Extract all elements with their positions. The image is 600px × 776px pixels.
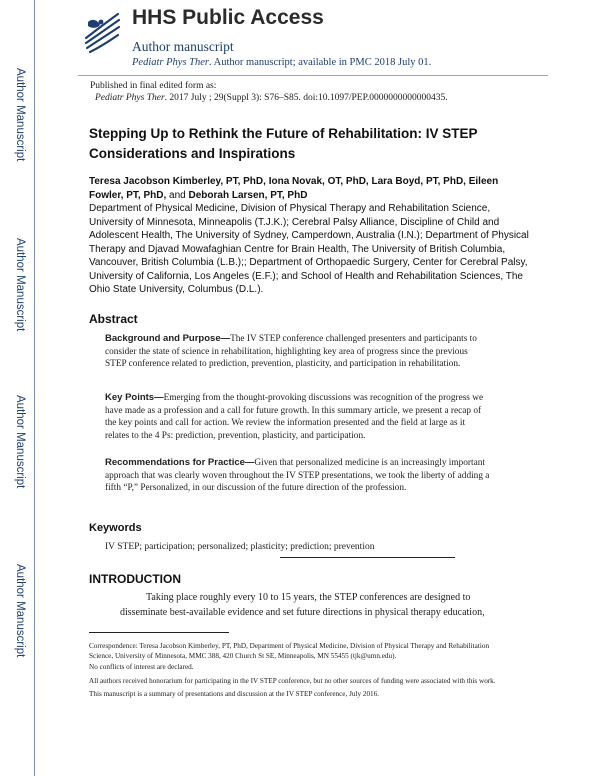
authors-line2: Fowler, PT, PhD,	[89, 189, 167, 201]
sidebar-label-author-manuscript: Author Manuscript	[14, 395, 26, 489]
abstract-background-text: The IV STEP conference challenged presenters and participants to consider the state of science in rehabilitation, highlighting key area of progress since the previous STEP conference related to prediction, prevention, plasticity, and participation in rehabilitation.	[105, 334, 477, 369]
author-manuscript-label: Author manuscript	[132, 39, 234, 54]
left-margin-sidebar	[0, 0, 54, 776]
sidebar-label-author-manuscript: Author Manuscript	[14, 238, 26, 332]
keywords-rule	[280, 557, 455, 558]
conflicts-note: No conflicts of interest are declared.	[89, 663, 194, 671]
header-rule	[78, 75, 548, 76]
abstract-background: Background and Purpose—The IV STEP conference challenged presenters and participants to consider the state of science in rehabilitation, highlighting key area of progress since the previous STEP conference related to prediction, prevention, plasticity, and participation in rehabilitation.	[105, 333, 477, 369]
citation-journal: Pediatr Phys Ther	[95, 93, 165, 103]
citation-details: . 2017 July ; 29(Suppl 3): S76–S85. doi:10.1097/PEP.0000000000000435.	[164, 93, 448, 103]
abstract-recommendations-text: Given that personalized medicine is an increasingly important approach that was clearly woven throughout the IV STEP presentations, we took the liberty of adding a fifth “P,” Personalized, in our discussion of the future direction of the profession.	[105, 458, 490, 493]
article-title: Stepping Up to Rethink the Future of Rehabilitation: IV STEP Considerations and Inspirations	[89, 126, 478, 161]
journal-name: Pediatr Phys Ther	[132, 57, 209, 68]
journal-availability	[132, 57, 431, 68]
affiliations: Department of Physical Medicine, Division of Physical Therapy and Rehabilitation Science, University of Minnesota, Minneapolis (T.J.K.); Cerebral Palsy Alliance, Discipline of Child and Adolescent Health, The University of Sydney, Camperdown, Australia (I.N.); Department of Physical Therapy and Djavad Mowafaghian Centre for Brain Health, The University of British Columbia, Vancouver, British Columbia (L.B.);; Department of Orthopaedic Surgery, Center for Cerebral Palsy, University of California, Los Angeles (E.F.); and School of Health and Rehabilitation Sciences, The Ohio State University, Columbus (D.L.).	[89, 203, 529, 295]
abstract-recommendations-label: Recommendations for Practice	[105, 457, 245, 468]
authors-last: Deborah Larsen, PT, PhD	[188, 189, 308, 201]
authors-and: and	[166, 189, 189, 201]
keywords-list: IV STEP; participation; personalized; plasticity; prediction; prevention	[105, 542, 375, 552]
published-label: Published in final edited form as:	[90, 81, 217, 91]
sidebar-divider	[34, 0, 35, 776]
abstract-key-points-text: Emerging from the thought-provoking discussions was recognition of the progress we have made as a profession and a call for future growth. In this summary article, we present a recap of the key points and call for action. We review the information presented and the field at large as it relates to the 4 Ps: prediction, prevention, plasticity, and participation.	[105, 393, 484, 441]
authors-line1: Teresa Jacobson Kimberley, PT, PhD, Iona Novak, OT, PhD, Lara Boyd, PT, PhD, Eileen	[89, 176, 499, 187]
author-names	[89, 175, 534, 202]
abstract-key-points-label: Key Points	[105, 392, 155, 403]
honorarium-note: All authors received honorarium for participating in the IV STEP conference, but no other sources of funding were associated with this work.	[89, 676, 496, 685]
introduction-heading: INTRODUCTION	[89, 572, 181, 586]
hhs-title: HHS Public Access	[132, 6, 324, 29]
hhs-eagle-logo-icon	[78, 8, 124, 56]
abstract-heading: Abstract	[89, 312, 138, 326]
footnotes	[89, 642, 509, 702]
abstract-key-points: Key Points—Emerging from the thought-provoking discussions was recognition of the progress we have made as a profession and a call for future growth. In this summary article, we present a recap of the key points and call for action. We review the information presented and the field at large as it relates to the 4 Ps: prediction, prevention, plasticity, and participation.	[105, 392, 484, 441]
abstract-recommendations: Recommendations for Practice—Given that personalized medicine is an increasingly important approach that was clearly woven throughout the IV STEP presentations, we took the liberty of adding a fifth “P,” Personalized, in our discussion of the future direction of the profession.	[105, 457, 490, 493]
correspondence-note: Correspondence: Teresa Jacobson Kimberley, PT, PhD, Department of Physical Medicine, Division of Physical Therapy and Rehabilitation Science, University of Minnesota, MMC 388, 420 Church St SE, Minneapolis, MN 55455 (tjk@umn.edu).	[89, 642, 490, 660]
introduction-text: Taking place roughly every 10 to 15 years, the STEP conferences are designed to disseminate best-available evidence and set future directions in physical therapy education,	[120, 592, 485, 618]
availability-text: . Author manuscript; available in PMC 2018 July 01.	[209, 57, 432, 68]
publication-info	[90, 80, 448, 104]
sidebar-label-author-manuscript: Author Manuscript	[14, 68, 26, 162]
abstract-background-label: Background and Purpose	[105, 333, 221, 344]
citation	[90, 92, 448, 104]
keywords-heading: Keywords	[89, 522, 142, 534]
hhs-header	[78, 6, 578, 76]
summary-note: This manuscript is a summary of presentations and discussion at the IV STEP conference, July 2016.	[89, 690, 380, 698]
authors-block	[89, 175, 534, 297]
sidebar-label-author-manuscript: Author Manuscript	[14, 564, 26, 658]
footnote-rule	[89, 632, 229, 633]
